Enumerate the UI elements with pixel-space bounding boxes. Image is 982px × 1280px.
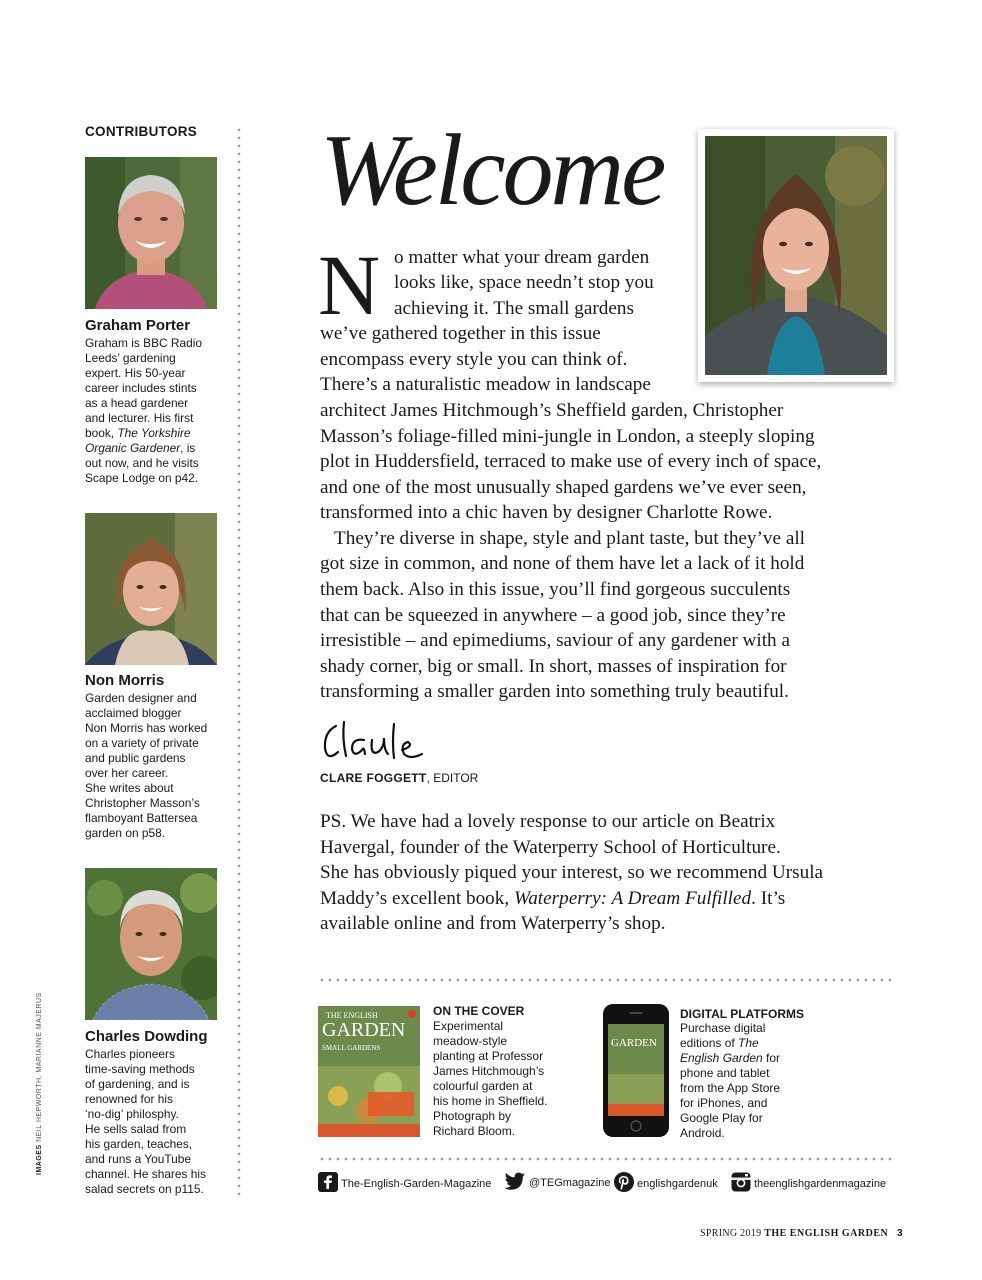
phone-masthead: GARDEN [611, 1037, 657, 1049]
twitter-icon [504, 1172, 526, 1193]
ps-line: Havergal, founder of the Waterperry School of Horticulture. [320, 837, 781, 858]
pinterest-icon [614, 1172, 634, 1195]
cover-masthead-top: THE ENGLISH [326, 1011, 378, 1020]
body-line: got size in common, and none of them have let a lack of it hold [320, 553, 805, 574]
contributor-photo-non-morris [85, 513, 217, 665]
instagram-icon [731, 1172, 751, 1195]
digital-caption: Purchase digital editions of The English Garden for phone and tablet from the App Store for iPhones, and Google Play for Android. [680, 1021, 781, 1140]
body-line: There’s a naturalistic meadow in landscape [320, 374, 651, 395]
page-number: 3 [897, 1228, 904, 1239]
body-line: transforming a smaller garden into something truly beautiful. [320, 681, 789, 702]
page-footer [700, 1228, 903, 1239]
contributor-name: Charles Dowding [85, 1028, 208, 1045]
body-line: and one of the most unusually shaped gardens we’ve ever seen, [320, 477, 807, 498]
social-facebook[interactable] [318, 1172, 491, 1195]
editor-photo [698, 129, 894, 382]
contributor-photo-charles-dowding [85, 868, 217, 1020]
editor-signature [322, 716, 426, 771]
drop-cap: N [318, 237, 381, 333]
contributor-photo-graham-porter [85, 157, 217, 309]
social-pinterest[interactable] [614, 1172, 718, 1195]
contributor-bio-charles-dowding: Charles pioneers time-saving methods of gardening, and is renowned for his ‘no-dig’ philosphy. He sells salad from his garden, teaches, and runs a YouTube channel. He shares his salad secrets on p115. [85, 1047, 206, 1196]
pinterest-handle[interactable]: englishgardenuk [637, 1177, 718, 1190]
body-line: looks like, space needn’t stop you [394, 272, 654, 293]
footer-magazine: THE ENGLISH GARDEN [764, 1228, 889, 1239]
ps-line: Maddy’s excellent book, Waterperry: A Dream Fulfilled. It’s [320, 888, 786, 909]
contributor-bio-non-morris: Garden designer and acclaimed blogger Non Morris has worked on a variety of private and public gardens over her career. She writes about Christopher Masson’s flamboyant Battersea garden on p58. [85, 691, 208, 840]
body-line: They’re diverse in shape, style and plant taste, but they’ve all [334, 528, 806, 549]
body-line: achieving it. The small gardens [394, 298, 634, 319]
body-line: that can be squeezed in anywhere – a good job, since they’re [320, 605, 786, 626]
contributor-name: Graham Porter [85, 317, 191, 334]
image-credit: IMAGES NEIL HEPWORTH, MARIANNE MAJERUS [36, 992, 43, 1175]
divider-dots [318, 978, 896, 982]
divider-dots [318, 1157, 896, 1161]
smartphone-image [603, 1004, 669, 1137]
digital-heading: DIGITAL PLATFORMS [680, 1007, 804, 1021]
ps-line: She has obviously piqued your interest, so we recommend Ursula [320, 862, 824, 883]
body-line: plot in Huddersfield, terraced to make use of every inch of space, [320, 451, 822, 472]
social-twitter[interactable] [504, 1172, 610, 1193]
footer-issue: SPRING 2019 [700, 1228, 762, 1239]
body-line: we’ve gathered together in this issue [320, 323, 601, 344]
magazine-cover-thumbnail [318, 1006, 420, 1137]
cover-heading: ON THE COVER [433, 1004, 525, 1018]
social-instagram[interactable] [731, 1172, 886, 1195]
body-line: them back. Also in this issue, you’ll find gorgeous succulents [320, 579, 791, 600]
cover-masthead: GARDEN [322, 1019, 406, 1041]
facebook-icon [318, 1172, 338, 1195]
facebook-handle[interactable]: The-English-Garden-Magazine [341, 1177, 492, 1190]
body-line: architect James Hitchmough’s Sheffield garden, Christopher [320, 400, 784, 421]
editor-byline: CLARE FOGGETT, EDITOR [320, 771, 479, 785]
column-divider [237, 126, 241, 1196]
cover-caption: Experimental meadow-style planting at Professor James Hitchmough’s colourful garden at his home in Sheffield. Photograph by Richard Bloom. [433, 1019, 548, 1138]
contributor-name: Non Morris [85, 672, 165, 689]
body-line: encompass every style you can think of. [320, 349, 628, 370]
welcome-title: Welcome [320, 114, 664, 227]
instagram-handle[interactable]: theenglishgardenmagazine [754, 1177, 887, 1190]
cover-line: SMALL GARDENS [322, 1044, 381, 1052]
body-line: shady corner, big or small. In short, masses of inspiration for [320, 656, 787, 677]
contributors-heading: CONTRIBUTORS [85, 124, 198, 139]
body-line: transformed into a chic haven by designer Charlotte Rowe. [320, 502, 773, 523]
ps-line: PS. We have had a lovely response to our article on Beatrix [320, 811, 776, 832]
contributor-bio-graham-porter: Graham is BBC Radio Leeds’ gardening expert. His 50-year career includes stints as a head gardener and lecturer. His first book, The Yorkshire Organic Gardener, is out now, and he visits Scape Lodge on p42. [85, 336, 202, 485]
twitter-handle[interactable]: @TEGmagazine [529, 1176, 611, 1189]
body-line: irresistible – and epimediums, saviour of any gardener with a [320, 630, 790, 651]
body-line: o matter what your dream garden [394, 247, 650, 268]
body-line: Masson’s foliage-filled mini-jungle in London, a steeply sloping [320, 426, 815, 447]
ps-line: available online and from Waterperry’s shop. [320, 913, 666, 934]
